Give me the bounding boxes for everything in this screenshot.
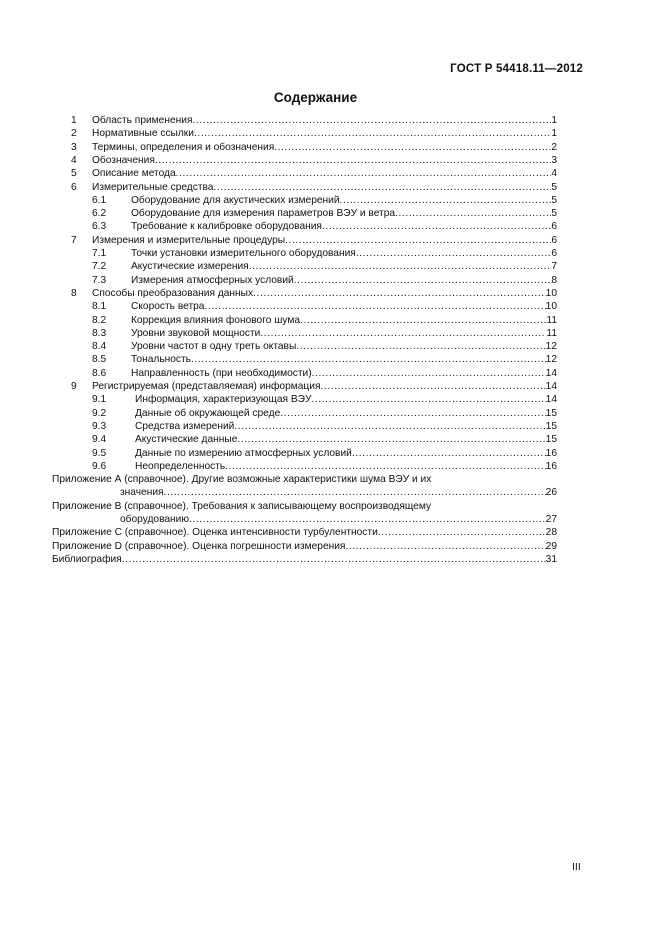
toc-leader-dots bbox=[280, 407, 545, 420]
toc-entry-page: 27 bbox=[545, 514, 557, 525]
toc-entry-label: Обозначения bbox=[92, 154, 155, 166]
toc-entry-page: 10 bbox=[545, 301, 557, 313]
toc-leader-dots bbox=[204, 300, 545, 313]
toc-entry-number: 9.2 bbox=[92, 407, 107, 419]
toc-entry[interactable] bbox=[92, 420, 557, 433]
toc-entry[interactable] bbox=[92, 260, 557, 273]
toc-entry-label: Акустические измерения bbox=[131, 261, 249, 273]
toc-entry-number: 6.1 bbox=[92, 194, 107, 206]
toc-leader-dots bbox=[237, 433, 545, 446]
toc-leader-dots bbox=[260, 327, 546, 340]
toc-leader-dots bbox=[320, 380, 545, 393]
toc-leader-dots bbox=[274, 141, 551, 154]
toc-entry[interactable] bbox=[52, 526, 557, 539]
toc-entry-page: 16 bbox=[545, 460, 557, 472]
toc-entry-label: Оборудование для акустических измерений bbox=[131, 194, 340, 206]
toc-entry-label: Оборудование для измерения параметров ВЭУ и ветра bbox=[131, 208, 396, 220]
toc-entry-number: 8.6 bbox=[92, 367, 107, 379]
toc-entry-label: Термины, определения и обозначения bbox=[92, 141, 275, 153]
toc-entry-number: 9.3 bbox=[92, 420, 107, 432]
toc-entry[interactable] bbox=[92, 367, 557, 380]
toc-entry-page: 1 bbox=[551, 115, 557, 126]
toc-entry[interactable] bbox=[120, 486, 557, 499]
toc-entry-page: 11 bbox=[546, 314, 557, 326]
toc-entry-number: 4 bbox=[71, 154, 77, 166]
toc-entry-label: Тональность bbox=[131, 354, 191, 366]
toc-entry-page: 15 bbox=[545, 434, 557, 446]
toc-entry-number: 8.2 bbox=[92, 314, 107, 326]
toc-entry-label: Данные по измерению атмосферных условий bbox=[135, 447, 352, 459]
toc-entry-page: 26 bbox=[545, 487, 557, 499]
toc-entry-page: 11 bbox=[546, 327, 557, 339]
toc-entry[interactable] bbox=[71, 234, 557, 247]
toc-entry-number: 8 bbox=[71, 287, 77, 299]
toc-entry-number: 7.3 bbox=[92, 274, 107, 286]
toc-entry-page: 3 bbox=[551, 154, 557, 166]
toc-entry-number: 9 bbox=[71, 381, 77, 392]
toc-entry-label: Измерения и измерительные процедуры bbox=[92, 234, 286, 246]
toc-entry-label: Точки установки измерительного оборудования bbox=[131, 248, 356, 259]
toc-leader-dots bbox=[189, 513, 546, 526]
toc-entry[interactable] bbox=[92, 300, 557, 313]
toc-entry-number: 7.2 bbox=[92, 261, 107, 273]
toc-entry-number: 6.2 bbox=[92, 208, 107, 220]
toc-entry[interactable] bbox=[71, 127, 557, 140]
toc-entry-label: Средства измерений bbox=[135, 420, 235, 432]
toc-leader-dots bbox=[300, 314, 546, 327]
toc-entry-label: Уровни звуковой мощности bbox=[131, 327, 261, 339]
toc-entry-label: Направленность (при необходимости) bbox=[131, 367, 312, 379]
toc-leader-dots bbox=[213, 181, 551, 194]
toc-leader-dots bbox=[122, 553, 546, 566]
toc-entry-label: Данные об окружающей среде bbox=[135, 407, 281, 419]
toc-entry-page: 5 bbox=[551, 208, 557, 220]
toc-entry-page: 14 bbox=[545, 367, 557, 379]
toc-entry[interactable] bbox=[92, 220, 557, 233]
toc-entry[interactable] bbox=[120, 513, 557, 526]
toc-leader-dots bbox=[311, 393, 545, 406]
toc-entry-label: Акустические данные bbox=[135, 434, 238, 446]
toc-entry-number: 6 bbox=[71, 181, 77, 193]
toc-entry-page: 8 bbox=[551, 274, 557, 286]
toc-entry-label: Измерения атмосферных условий bbox=[131, 274, 294, 286]
toc-entry-number: 1 bbox=[71, 115, 77, 126]
toc-entry-label: Библиография bbox=[52, 553, 122, 565]
toc-entry-page: 31 bbox=[545, 553, 557, 565]
toc-leader-dots bbox=[225, 460, 545, 473]
toc-leader-dots bbox=[340, 194, 552, 207]
toc-entry[interactable] bbox=[92, 353, 557, 366]
toc-entry[interactable] bbox=[92, 433, 557, 446]
toc-entry-page: 4 bbox=[551, 168, 557, 180]
toc-entry[interactable] bbox=[71, 167, 557, 180]
toc-entry[interactable] bbox=[92, 393, 557, 406]
toc-entry-number: 3 bbox=[71, 141, 77, 153]
toc-entry[interactable] bbox=[92, 460, 557, 473]
toc-entry-number: 8.4 bbox=[92, 341, 107, 353]
toc-entry-number: 5 bbox=[71, 168, 77, 180]
toc-leader-dots bbox=[164, 486, 546, 499]
toc-entry-page: 14 bbox=[545, 381, 557, 392]
toc-entry-label: Скорость ветра bbox=[131, 301, 205, 313]
toc-entry-label: Приложение С (справочное). Оценка интенсивности турбулентности bbox=[52, 527, 378, 539]
toc-entry[interactable] bbox=[92, 327, 557, 340]
toc-entry-page: 6 bbox=[551, 248, 557, 259]
toc-leader-dots bbox=[234, 420, 545, 433]
toc-entry-page: 6 bbox=[551, 234, 557, 246]
toc-entry[interactable] bbox=[71, 114, 557, 127]
toc-entry-page: 16 bbox=[545, 447, 557, 459]
toc-entry-number: 8.5 bbox=[92, 354, 107, 366]
toc-entry[interactable] bbox=[71, 380, 557, 393]
toc-entry-page: 6 bbox=[551, 221, 557, 233]
toc-entry[interactable] bbox=[92, 194, 557, 207]
toc-entry[interactable] bbox=[52, 500, 557, 513]
toc-entry-page: 12 bbox=[545, 354, 557, 366]
toc-entry[interactable] bbox=[52, 473, 557, 486]
toc-leader-dots bbox=[378, 526, 546, 539]
toc-entry-label: Уровни частот в одну треть октавы bbox=[131, 341, 297, 353]
toc-entry-label: Описание метода bbox=[92, 168, 176, 180]
toc-entry-label: Приложение А (справочное). Другие возможные характеристики шума ВЭУ и их bbox=[52, 474, 432, 486]
toc-leader-dots bbox=[253, 287, 546, 300]
toc-entry[interactable] bbox=[92, 407, 557, 420]
toc-entry[interactable] bbox=[92, 207, 557, 220]
toc-entry[interactable] bbox=[92, 247, 557, 260]
toc-leader-dots bbox=[356, 247, 552, 260]
toc-leader-dots bbox=[194, 127, 551, 140]
toc-entry-label: Коррекция влияния фонового шума bbox=[131, 314, 301, 326]
page-title: Содержание bbox=[273, 90, 358, 105]
toc-entry-label: Регистрируемая (представляемая) информация bbox=[92, 381, 321, 392]
toc-entry-number: 9.4 bbox=[92, 434, 107, 446]
toc-entry[interactable] bbox=[71, 141, 557, 154]
toc-entry-page: 29 bbox=[545, 540, 557, 552]
toc-entry[interactable] bbox=[71, 287, 557, 300]
toc-entry-label: Требование к калибровке оборудования bbox=[131, 221, 322, 233]
toc-entry-number: 8.3 bbox=[92, 327, 107, 339]
toc-entry-label: Неопределенность bbox=[135, 460, 226, 472]
toc-entry-number: 9.6 bbox=[92, 460, 107, 472]
toc-entry-number: 7.1 bbox=[92, 248, 107, 259]
toc-leader-dots bbox=[312, 367, 546, 380]
toc-leader-dots bbox=[296, 340, 545, 353]
toc-entry[interactable] bbox=[92, 340, 557, 353]
toc-leader-dots bbox=[176, 167, 552, 180]
toc-entry[interactable] bbox=[52, 553, 557, 566]
toc-entry-label: значения bbox=[120, 487, 164, 499]
toc-leader-dots bbox=[249, 260, 552, 273]
toc-entry-number: 9.5 bbox=[92, 447, 107, 459]
toc-entry-number: 8.1 bbox=[92, 301, 107, 313]
toc-entry-number: 9.1 bbox=[92, 394, 107, 406]
toc-entry-label: Приложение В (справочное). Требования к записывающему воспроизводящему bbox=[52, 500, 432, 512]
toc-leader-dots bbox=[322, 220, 551, 233]
toc-entry-label: Область применения bbox=[92, 115, 193, 126]
toc-entry-label: Приложение D (справочное). Оценка погрешности измерения bbox=[52, 540, 346, 552]
toc-entry-label: Измерительные средства bbox=[92, 181, 214, 193]
toc-entry[interactable] bbox=[92, 274, 557, 287]
toc-entry-page: 2 bbox=[551, 141, 557, 153]
toc-entry-page: 15 bbox=[545, 420, 557, 432]
toc-entry[interactable] bbox=[92, 314, 557, 327]
toc-entry-page: 5 bbox=[551, 194, 557, 206]
standard-header: ГОСТ Р 54418.11—2012 bbox=[450, 63, 583, 75]
toc-entry[interactable] bbox=[71, 181, 557, 194]
toc-entry-page: 12 bbox=[545, 341, 557, 353]
toc-entry-number: 7 bbox=[71, 234, 77, 246]
toc-leader-dots bbox=[155, 154, 551, 167]
toc-entry-label: Способы преобразования данных bbox=[92, 287, 254, 299]
toc-entry[interactable] bbox=[52, 540, 557, 553]
toc-leader-dots bbox=[395, 207, 551, 220]
toc-entry-page: 1 bbox=[551, 128, 557, 140]
toc-leader-dots bbox=[352, 447, 546, 460]
toc-entry-page: 15 bbox=[545, 407, 557, 419]
toc-entry-page: 14 bbox=[545, 394, 557, 406]
toc-entry-page: 7 bbox=[551, 261, 557, 273]
toc-entry-page: 28 bbox=[545, 527, 557, 539]
toc-leader-dots bbox=[294, 274, 552, 287]
toc-entry-label: Нормативные ссылки bbox=[92, 128, 194, 140]
toc-leader-dots bbox=[345, 540, 545, 553]
toc-entry-label: Информация, характеризующая ВЭУ bbox=[135, 394, 312, 406]
toc-entry[interactable] bbox=[92, 447, 557, 460]
toc-entry-page: 10 bbox=[545, 287, 557, 299]
toc-leader-dots bbox=[192, 114, 551, 127]
page-number: III bbox=[572, 861, 581, 873]
toc-leader-dots bbox=[285, 234, 551, 247]
toc-entry-number: 6.3 bbox=[92, 221, 107, 233]
toc-entry-page: 5 bbox=[551, 181, 557, 193]
toc-leader-dots bbox=[191, 353, 546, 366]
toc-entry-number: 2 bbox=[71, 128, 77, 140]
toc-entry-label: оборудованию bbox=[120, 514, 190, 525]
toc-entry[interactable] bbox=[71, 154, 557, 167]
